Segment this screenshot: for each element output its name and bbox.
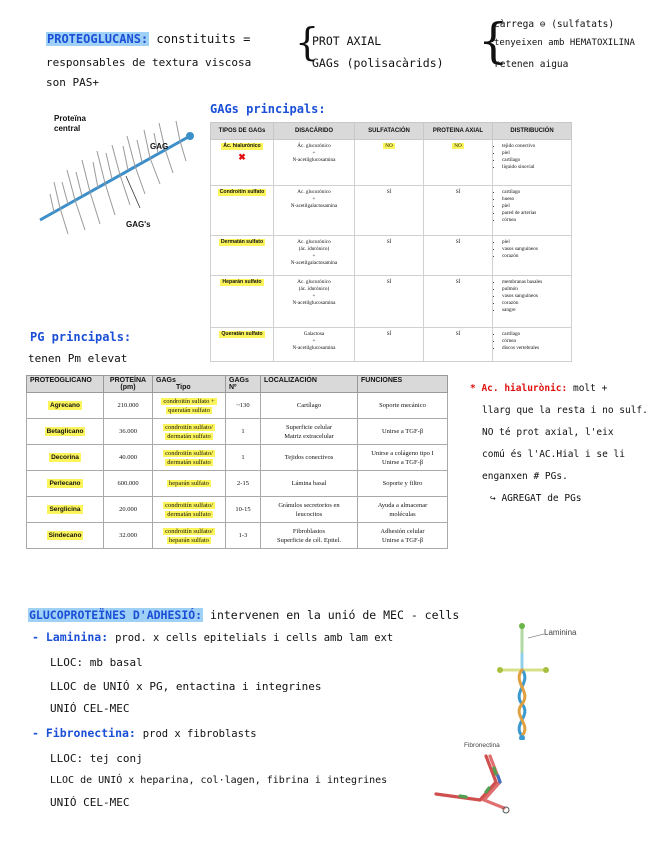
list-item: • córnea [502, 338, 569, 345]
disacarido-line: N-acetilglucosamina [292, 300, 336, 306]
pg-localizacion: Cartílago [261, 393, 358, 419]
pg-col-localizacion [261, 376, 358, 393]
gag-type: condroitín sulfato/ [165, 527, 213, 535]
proteina-value: SÍ [424, 236, 493, 276]
hyaluronic-note-title: * Ac. hialurònic: [470, 383, 568, 394]
gags-col-disacarido: DISACÁRIDO [274, 123, 355, 140]
gag-type: heparán sulfato [169, 536, 209, 544]
header-label: FUNCIONES [361, 377, 403, 384]
pg-pm: 20.000 [104, 497, 153, 523]
proteoglycan-figure [30, 112, 206, 258]
list-item: • cartílago [502, 189, 569, 196]
pg-funcion: moléculas [389, 510, 416, 518]
brace-left: { [295, 20, 320, 64]
pg-name: Decorina [51, 454, 79, 461]
laminina-illustration [492, 620, 612, 740]
table-row [27, 419, 448, 445]
list-item: • piel [502, 150, 569, 157]
gag-type: condroitín sulfato/ [165, 501, 213, 509]
list-item: • membranas basales [502, 279, 569, 286]
hyaluronic-note-line: comú és l'AC.Hial i se li [482, 449, 625, 460]
pg-funcion: Unirse a TGF-β [381, 458, 424, 466]
right-note-3: retenen aigua [494, 59, 569, 70]
gag-name: Heparán sulfato [222, 279, 262, 285]
pg-col-proteina [104, 376, 153, 393]
pg-gags-num: 10-15 [226, 497, 261, 523]
pg-localizacion: Superficie de cél. Epitel. [276, 536, 342, 544]
list-item: • cartílago [502, 157, 569, 164]
label-fibronectina: Fibronectina [464, 742, 500, 749]
disacarido-line: N-acetilglucosamina [292, 157, 336, 163]
disacarido-line: N-acetilgalactosamina [290, 260, 338, 266]
disacarido-line: + [312, 338, 316, 344]
disacarido-line: Ác. glucurónico [297, 143, 331, 149]
table-row [211, 236, 572, 276]
pg-col-gags-tipo [153, 376, 226, 393]
header-label: GAGs [229, 377, 249, 384]
header-sublabel: (pm) [120, 384, 136, 391]
pg-localizacion: Superficie celular [285, 423, 333, 431]
proteoglycan-table [26, 375, 448, 549]
pg-pm: 600.000 [104, 471, 153, 497]
pg-name: Agrecano [50, 402, 80, 409]
pg-localizacion: Gránulos secretorios en [278, 501, 340, 509]
pg-funcion: Unirse a TGF-β [358, 419, 448, 445]
fibronectina-illustration [426, 742, 536, 832]
list-item: • hueso [502, 196, 569, 203]
pg-pm: 36.000 [104, 419, 153, 445]
gags-col-sulfatacion: SULFATACIÓN [355, 123, 424, 140]
right-note-1: càrrega ⊖ (sulfatats) [494, 19, 615, 30]
gags-col-tipos: TIPOS DE GAGs [211, 123, 274, 140]
gag-type: dermatán sulfato [167, 432, 211, 440]
gags-section-title: GAGs principals: [210, 102, 326, 116]
table-row [27, 523, 448, 549]
pg-funcion: Ayuda a almacenar [377, 501, 428, 509]
disacarido-line: + [312, 150, 316, 156]
list-item: • sangre [502, 307, 569, 314]
fibronectina-detail: UNIÓ CEL-MEC [50, 796, 130, 809]
pg-funcion: Unirse a TGF-β [381, 536, 424, 544]
list-item: • tejido conectivo [502, 143, 569, 150]
pg-gags-num: 1 [226, 419, 261, 445]
pg-funcion: Unirse a colágeno tipo I [371, 449, 434, 457]
list-item: • vasos sanguíneos [502, 246, 569, 253]
disacarido-line: Ac. glucurónico [297, 239, 331, 245]
label-gag: GAG [150, 142, 169, 151]
hyaluronic-note-line: llarg que la resta i no sulf. [482, 405, 648, 416]
sulfatacion-value: SÍ [355, 236, 424, 276]
gag-type: dermatán sulfato [167, 510, 211, 518]
hyaluronic-note-line: ↪ AGREGAT de PGs [490, 493, 582, 504]
sulfatacion-value: SÍ [355, 186, 424, 236]
title-rest: constituits = [156, 32, 251, 46]
pg-gags-num: 2-15 [226, 471, 261, 497]
list-item: • vasos sanguíneos [502, 293, 569, 300]
pg-section-title: PG principals: [30, 330, 132, 344]
label-laminina: Laminina [544, 628, 577, 637]
list-item: • corazón [502, 300, 569, 307]
pg-col-gags-num [226, 376, 261, 393]
list-item: • líquido sinovial [502, 164, 569, 171]
disacarido-line: N-acetilglucosamina [292, 345, 336, 351]
gag-type: condroitín sulfato + [163, 397, 215, 405]
list-item: • discos vertebrales [502, 345, 569, 352]
gags-table [210, 122, 572, 362]
proteina-value: SÍ [424, 276, 493, 328]
pg-pm: 40.000 [104, 445, 153, 471]
gag-type: dermatán sulfato [167, 458, 211, 466]
pg-col-funciones [358, 376, 448, 393]
table-row [211, 140, 572, 186]
list-item: • pared de arterias [502, 210, 569, 217]
laminina-detail: UNIÓ CEL-MEC [50, 702, 130, 715]
list-item: • cartílago [502, 331, 569, 338]
hyaluronic-note [470, 378, 648, 510]
pg-funcion: Soporte mecánico [358, 393, 448, 419]
gag-name: Dermatán sulfato [220, 239, 264, 245]
pg-localizacion: Fibroblastos [292, 527, 326, 535]
list-item: • córnea [502, 217, 569, 224]
pg-section-subtitle: tenen Pm elevat [28, 352, 128, 365]
pg-name: Serglicina [49, 506, 81, 513]
cross-mark-icon: ✖ [238, 152, 246, 162]
laminina-rest: prod. x cells epitelials i cells amb lam ext [115, 632, 394, 644]
laminina-detail: LLOC: mb basal [50, 656, 143, 669]
fibronectina-line [32, 726, 257, 741]
hyaluronic-note-line: enganxen # PGs. [482, 471, 568, 482]
laminina-detail: LLOC de UNIÓ x PG, entactina i integrines [50, 680, 322, 693]
list-item: • corazón [502, 253, 569, 260]
distribution-list [495, 143, 569, 171]
distribution-list [495, 239, 569, 260]
disacarido-line: (ác. idurónico) [298, 286, 330, 292]
header-label: LOCALIZACIÓN [264, 377, 317, 384]
pg-gags-num: 1 [226, 445, 261, 471]
laminina-line [32, 630, 393, 645]
pg-funcion: Adhesión celular [380, 527, 425, 535]
list-item: • piel [502, 239, 569, 246]
sulfatacion-value: SÍ [355, 328, 424, 362]
brace-item-1: PROT AXIAL [312, 34, 382, 48]
brace-right: { [478, 13, 509, 69]
pg-localizacion: leucocitos [295, 510, 323, 518]
disacarido-line: Galactosa [303, 331, 325, 337]
proteina-value: SÍ [424, 328, 493, 362]
table-row [27, 393, 448, 419]
glyco-title: GLUCOPROTEÏNES D'ADHESIÓ: [29, 608, 203, 622]
brace-item-2: GAGs (polisacàrids) [312, 56, 444, 70]
fibronectina-rest: prod x fibroblasts [142, 728, 257, 740]
gag-name: Queratán sulfato [221, 331, 263, 337]
gag-type: queratán sulfato [168, 406, 210, 414]
disacarido-line: + [312, 253, 316, 259]
pg-gags-num: 1-3 [226, 523, 261, 549]
pg-pm: 210.000 [104, 393, 153, 419]
laminina-label: - Laminina: [32, 630, 109, 644]
header-sublabel: Nº [229, 384, 237, 391]
gag-type: condroitín sulfato/ [165, 423, 213, 431]
table-row [27, 471, 448, 497]
pg-col-name [27, 376, 104, 393]
pg-funcion: Soporte y filtro [358, 471, 448, 497]
gag-name: Condroitín sulfato [219, 189, 265, 195]
proteina-value: NO [454, 143, 462, 149]
gags-col-proteina: PROTEINA AXIAL [424, 123, 493, 140]
pg-localizacion: Lámina basal [261, 471, 358, 497]
gag-type: condroitín sulfato/ [165, 449, 213, 457]
pg-name: Betaglicano [46, 428, 84, 435]
pg-name: Sindecano [48, 532, 82, 539]
fibronectina-figure [426, 742, 536, 832]
header-label: GAGs [156, 377, 176, 384]
sulfatacion-value: SÍ [355, 276, 424, 328]
table-row [211, 276, 572, 328]
table-row [27, 497, 448, 523]
hyaluronic-note-line: NO té prot axial, l'eix [482, 427, 614, 438]
glyco-title-line [28, 608, 459, 622]
header-label: PROTEÍNA [109, 377, 147, 384]
proteina-value: SÍ [424, 186, 493, 236]
disacarido-line: Ac. glucurónico [297, 279, 331, 285]
label-proteina-central: Proteïna central [54, 114, 87, 133]
gags-col-distribucion: DISTRIBUCIÓN [493, 123, 572, 140]
fibronectina-detail: LLOC: tej conj [50, 752, 143, 765]
gag-name: Ác. hialurónico [223, 143, 261, 149]
disacarido-line: + [312, 293, 316, 299]
header-line-2: responsables de textura viscosa [46, 56, 252, 69]
page-title-line [46, 32, 250, 46]
header-sublabel: Tipo [176, 384, 191, 391]
distribution-list [495, 189, 569, 224]
hyaluronic-note-line: molt + [572, 383, 608, 394]
list-item: • piel [502, 203, 569, 210]
disacarido-line: Ac. glucurónico [297, 189, 331, 195]
pg-pm: 32.000 [104, 523, 153, 549]
pg-localizacion: Matriz extracelular [284, 432, 334, 440]
disacarido-line: N-acetilgalactosamina [290, 203, 338, 209]
glyco-title-rest: intervenen en la unió de MEC - cells [210, 608, 460, 622]
fibronectina-detail: LLOC de UNIÓ x heparina, col·lagen, fibrina i integrines [50, 775, 388, 786]
fibronectina-label: - Fibronectina: [32, 726, 136, 740]
list-item: • pulmón [502, 286, 569, 293]
pg-name: Perlecano [49, 480, 81, 487]
distribution-list [495, 279, 569, 314]
header-label: PROTEOGLICANO [30, 377, 92, 384]
pg-localizacion: Tejidos conectivos [261, 445, 358, 471]
disacarido-line: (ác. idurónico) [298, 246, 330, 252]
distribution-list [495, 331, 569, 352]
gag-type: heparán sulfato [169, 480, 209, 487]
page-title: PROTEOGLUCANS: [47, 32, 149, 46]
sulfatacion-value: NO [385, 143, 393, 149]
table-row [211, 186, 572, 236]
header-line-3: son PAS+ [46, 76, 99, 89]
table-row [211, 328, 572, 362]
disacarido-line: + [312, 196, 316, 202]
label-gags: GAG's [126, 220, 151, 229]
laminina-figure [492, 620, 612, 740]
table-row [27, 445, 448, 471]
right-note-2: tenyeixen amb HEMATOXILINA [494, 38, 635, 48]
pg-gags-num: ~130 [226, 393, 261, 419]
